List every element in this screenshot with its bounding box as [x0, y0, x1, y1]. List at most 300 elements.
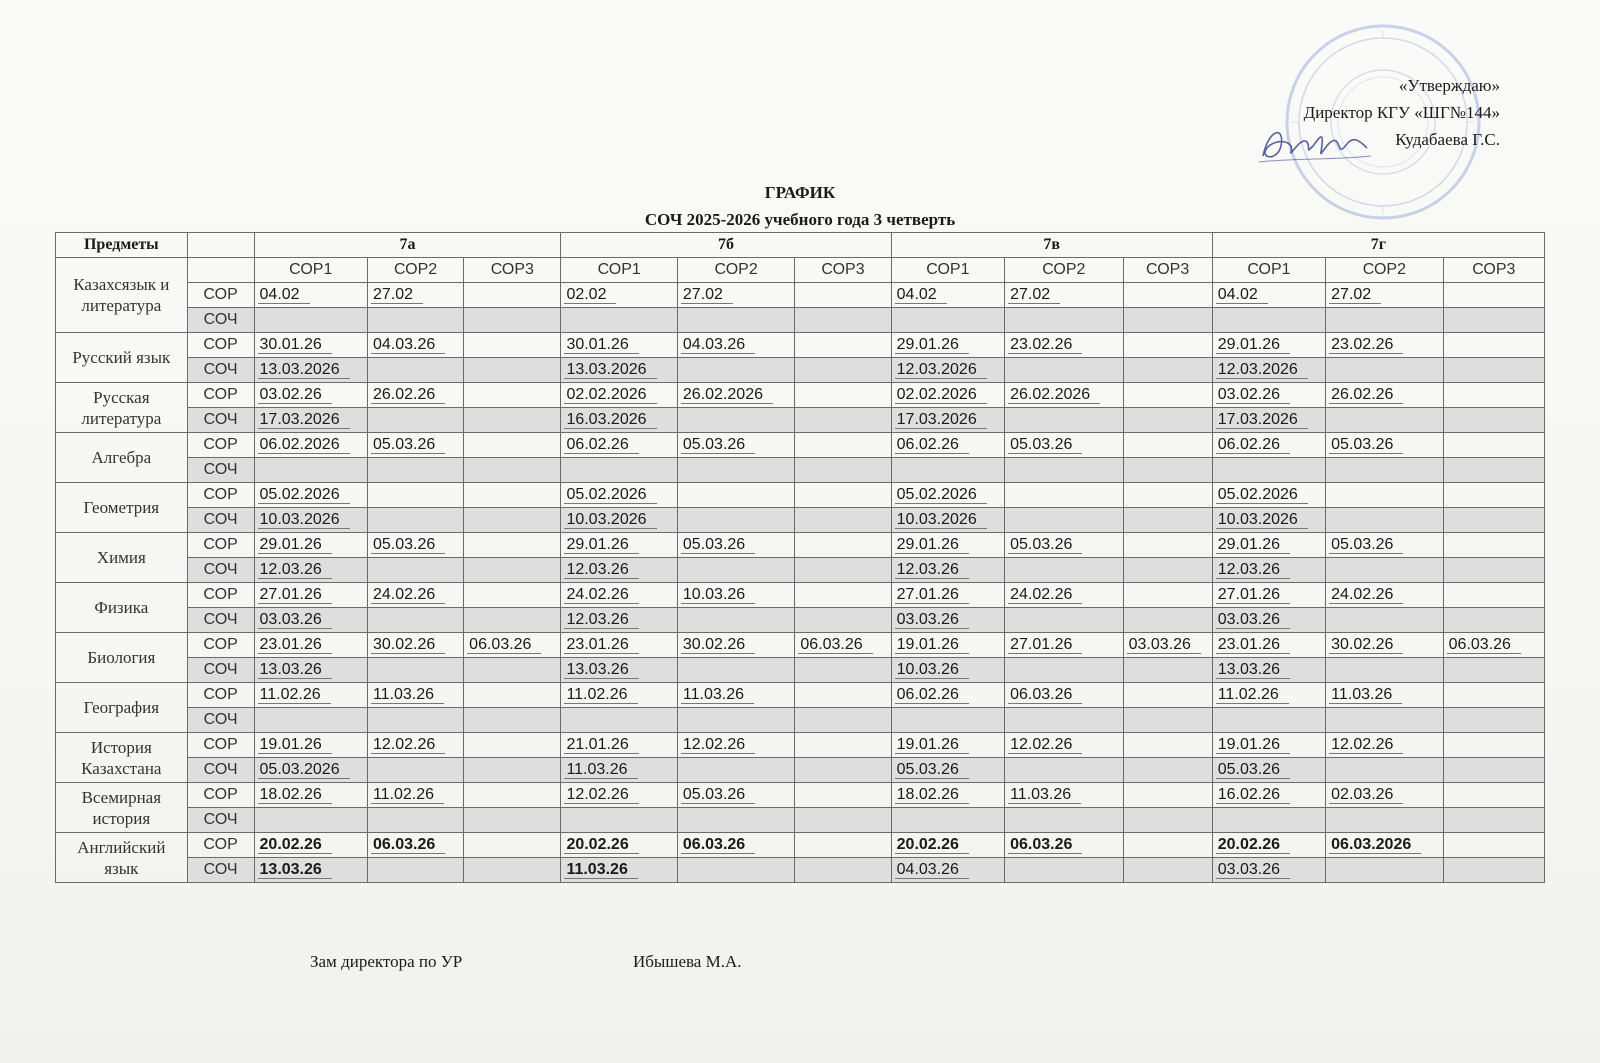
table-cell	[367, 608, 463, 633]
date-value: 20.02.26	[258, 836, 332, 854]
table-cell	[677, 758, 794, 783]
table-cell	[1123, 833, 1212, 858]
table-cell	[1005, 683, 1124, 708]
table-cell	[1005, 608, 1124, 633]
table-cell	[367, 658, 463, 683]
date-value: 10.03.2026	[1216, 511, 1308, 529]
date-value: 03.03.26	[1216, 861, 1290, 879]
table-cell	[795, 858, 891, 883]
table-cell	[367, 333, 463, 358]
table-cell	[561, 783, 677, 808]
header-subcol: СОР3	[1123, 258, 1212, 283]
table-row-soch	[56, 808, 1545, 833]
subject-name: Русская литература	[56, 383, 188, 433]
table-cell	[677, 383, 794, 408]
table-cell	[561, 508, 677, 533]
table-cell	[1443, 333, 1544, 358]
table-row-soch	[56, 858, 1545, 883]
table-cell	[677, 608, 794, 633]
table-row-soch	[56, 558, 1545, 583]
date-value: 04.02	[258, 286, 310, 304]
date-value: 12.03.26	[564, 561, 638, 579]
table-cell	[1212, 858, 1325, 883]
table-row-soch	[56, 708, 1545, 733]
date-value: 27.01.26	[258, 586, 332, 604]
table-cell	[891, 808, 1004, 833]
table-cell	[1326, 708, 1443, 733]
table-cell	[1443, 833, 1544, 858]
table-cell	[367, 583, 463, 608]
table-cell	[1326, 333, 1443, 358]
table-cell	[1326, 408, 1443, 433]
table-cell	[1326, 458, 1443, 483]
table-cell	[1005, 533, 1124, 558]
row-type-sor: СОР	[187, 433, 254, 458]
table-cell	[367, 433, 463, 458]
table-cell	[1326, 308, 1443, 333]
table-cell	[1123, 508, 1212, 533]
table-cell	[254, 483, 367, 508]
table-row-soch	[56, 308, 1545, 333]
date-value: 12.03.26	[1216, 561, 1290, 579]
table-cell	[891, 483, 1004, 508]
date-value: 10.03.2026	[895, 511, 987, 529]
table-cell	[677, 783, 794, 808]
table-cell	[891, 583, 1004, 608]
table-cell	[254, 783, 367, 808]
table-cell	[1005, 633, 1124, 658]
date-value: 17.03.2026	[1216, 411, 1308, 429]
date-value: 05.03.26	[1329, 436, 1403, 454]
row-type-sor: СОР	[187, 333, 254, 358]
date-value: 27.01.26	[1216, 586, 1290, 604]
table-cell	[254, 808, 367, 833]
table-cell	[1212, 758, 1325, 783]
header-subcol: СОР3	[795, 258, 891, 283]
table-cell	[561, 658, 677, 683]
row-type-soch: СОЧ	[187, 608, 254, 633]
table-cell	[561, 683, 677, 708]
table-cell	[367, 833, 463, 858]
date-value: 17.03.2026	[895, 411, 987, 429]
table-cell	[795, 833, 891, 858]
table-cell	[464, 458, 561, 483]
subject-name: Химия	[56, 533, 188, 583]
table-cell	[464, 633, 561, 658]
table-cell	[677, 683, 794, 708]
table-cell	[677, 308, 794, 333]
date-value: 10.03.2026	[258, 511, 350, 529]
table-cell	[1212, 733, 1325, 758]
date-value: 05.02.2026	[258, 486, 350, 504]
date-value: 04.03.26	[895, 861, 969, 879]
date-value: 05.02.2026	[1216, 486, 1308, 504]
table-cell	[795, 683, 891, 708]
table-cell	[1212, 558, 1325, 583]
table-cell	[1005, 508, 1124, 533]
document-title: ГРАФИК	[764, 183, 836, 202]
table-cell	[1326, 608, 1443, 633]
table-row-sor	[56, 783, 1545, 808]
table-cell	[1212, 683, 1325, 708]
subject-name: Всемирная история	[56, 783, 188, 833]
date-value: 06.03.26	[681, 836, 755, 854]
table-cell	[1326, 283, 1443, 308]
header-subcol: СОР3	[1443, 258, 1544, 283]
table-cell	[464, 658, 561, 683]
date-value: 11.03.26	[681, 686, 754, 704]
table-cell	[795, 383, 891, 408]
date-value: 30.02.26	[371, 636, 445, 654]
date-value: 12.03.26	[258, 561, 332, 579]
subject-name: Английский язык	[56, 833, 188, 883]
date-value: 05.03.26	[681, 436, 755, 454]
table-cell	[254, 633, 367, 658]
header-subcol: СОР1	[561, 258, 677, 283]
table-row-sor	[56, 683, 1545, 708]
table-cell	[1443, 583, 1544, 608]
header-type-blank	[187, 258, 254, 283]
date-value: 03.03.26	[895, 611, 969, 629]
table-cell	[1005, 583, 1124, 608]
table-cell	[1443, 433, 1544, 458]
date-value: 12.02.26	[1008, 736, 1082, 754]
table-cell	[1443, 383, 1544, 408]
table-cell	[254, 858, 367, 883]
table-cell	[795, 308, 891, 333]
table-cell	[561, 758, 677, 783]
date-value: 30.02.26	[1329, 636, 1403, 654]
date-value: 06.03.26	[467, 636, 541, 654]
table-cell	[1005, 408, 1124, 433]
table-cell	[1326, 483, 1443, 508]
row-type-soch: СОЧ	[187, 658, 254, 683]
table-cell	[1212, 283, 1325, 308]
header-subcol: СОР1	[254, 258, 367, 283]
table-cell	[1326, 358, 1443, 383]
subject-name: Геометрия	[56, 483, 188, 533]
date-value: 11.03.26	[564, 861, 637, 879]
table-cell	[1005, 458, 1124, 483]
date-value: 12.02.26	[371, 736, 445, 754]
date-value: 27.01.26	[1008, 636, 1082, 654]
table-cell	[891, 858, 1004, 883]
table-cell	[367, 358, 463, 383]
table-cell	[1212, 433, 1325, 458]
date-value: 10.03.26	[895, 661, 969, 679]
date-value: 05.03.26	[1216, 761, 1290, 779]
table-cell	[795, 333, 891, 358]
table-cell	[254, 658, 367, 683]
date-value: 06.02.26	[1216, 436, 1290, 454]
date-value: 12.02.26	[681, 736, 755, 754]
table-cell	[1443, 533, 1544, 558]
table-cell	[1212, 608, 1325, 633]
table-cell	[795, 483, 891, 508]
table-cell	[1123, 858, 1212, 883]
table-cell	[1326, 783, 1443, 808]
date-value: 24.02.26	[1008, 586, 1082, 604]
date-value: 11.03.26	[564, 761, 637, 779]
table-cell	[367, 783, 463, 808]
approval-line-3: Кудабаева Г.С.	[1395, 130, 1500, 149]
table-cell	[1123, 408, 1212, 433]
table-row-soch	[56, 658, 1545, 683]
table-cell	[677, 283, 794, 308]
table-cell	[1123, 308, 1212, 333]
table-row-sor	[56, 733, 1545, 758]
date-value: 13.03.26	[1216, 661, 1290, 679]
table-cell	[561, 858, 677, 883]
table-cell	[561, 633, 677, 658]
table-cell	[677, 708, 794, 733]
table-cell	[1123, 708, 1212, 733]
table-cell	[464, 558, 561, 583]
date-value: 24.02.26	[564, 586, 638, 604]
table-cell	[1005, 708, 1124, 733]
date-value: 06.03.26	[798, 636, 872, 654]
table-cell	[1123, 608, 1212, 633]
table-row-sor	[56, 483, 1545, 508]
date-value: 06.02.2026	[258, 436, 350, 454]
table-cell	[1443, 708, 1544, 733]
table-cell	[891, 408, 1004, 433]
table-cell	[464, 833, 561, 858]
table-cell	[1212, 358, 1325, 383]
table-row-sor	[56, 433, 1545, 458]
header-subcol: СОР3	[464, 258, 561, 283]
table-cell	[1005, 658, 1124, 683]
table-cell	[464, 608, 561, 633]
table-cell	[891, 358, 1004, 383]
schedule-table	[55, 232, 1545, 883]
table-cell	[1123, 358, 1212, 383]
table-cell	[1443, 358, 1544, 383]
subject-name: Физика	[56, 583, 188, 633]
header-class-7b: 7б	[561, 233, 891, 258]
table-cell	[677, 508, 794, 533]
table-cell	[1123, 783, 1212, 808]
row-type-sor: СОР	[187, 583, 254, 608]
table-cell	[464, 758, 561, 783]
date-value: 19.01.26	[1216, 736, 1290, 754]
table-cell	[1123, 283, 1212, 308]
header-class-7a: 7а	[254, 233, 561, 258]
table-cell	[464, 808, 561, 833]
table-cell	[254, 558, 367, 583]
table-cell	[254, 408, 367, 433]
table-cell	[795, 533, 891, 558]
table-cell	[254, 683, 367, 708]
table-cell	[891, 458, 1004, 483]
date-value: 13.03.2026	[258, 361, 350, 379]
table-cell	[561, 383, 677, 408]
subject-name: Алгебра	[56, 433, 188, 483]
table-cell	[1005, 333, 1124, 358]
table-cell	[1123, 333, 1212, 358]
table-cell	[1326, 808, 1443, 833]
table-cell	[367, 383, 463, 408]
table-cell	[1212, 408, 1325, 433]
table-cell	[677, 458, 794, 483]
header-subcol: СОР2	[1005, 258, 1124, 283]
table-cell	[367, 708, 463, 733]
table-cell	[1005, 483, 1124, 508]
table-cell	[1212, 708, 1325, 733]
header-subcol: СОР2	[677, 258, 794, 283]
table-cell	[254, 758, 367, 783]
table-cell	[561, 708, 677, 733]
date-value: 11.02.26	[371, 786, 444, 804]
table-cell	[795, 708, 891, 733]
date-value: 05.03.26	[371, 536, 445, 554]
footer-position: Зам директора по УР	[310, 952, 463, 971]
table-cell	[367, 483, 463, 508]
table-cell	[891, 433, 1004, 458]
table-cell	[254, 308, 367, 333]
footer-name: Ибышева М.А.	[633, 952, 742, 971]
date-value: 16.03.2026	[564, 411, 656, 429]
date-value: 12.02.26	[564, 786, 638, 804]
table-cell	[1443, 483, 1544, 508]
table-cell	[1443, 858, 1544, 883]
table-cell	[1123, 633, 1212, 658]
table-cell	[254, 508, 367, 533]
table-cell	[561, 808, 677, 833]
date-value: 13.03.2026	[564, 361, 656, 379]
table-cell	[561, 558, 677, 583]
date-value: 06.02.26	[564, 436, 638, 454]
date-value: 10.03.2026	[564, 511, 656, 529]
table-cell	[464, 733, 561, 758]
table-cell	[891, 308, 1004, 333]
table-cell	[1005, 433, 1124, 458]
table-row-sor	[56, 583, 1545, 608]
table-cell	[1212, 483, 1325, 508]
table-cell	[1326, 683, 1443, 708]
date-value: 05.03.26	[1329, 536, 1403, 554]
table-cell	[677, 408, 794, 433]
table-cell	[891, 608, 1004, 633]
table-cell	[891, 733, 1004, 758]
row-type-sor: СОР	[187, 383, 254, 408]
table-row-soch	[56, 408, 1545, 433]
date-value: 06.03.26	[1008, 686, 1082, 704]
row-type-sor: СОР	[187, 833, 254, 858]
table-row-sor	[56, 833, 1545, 858]
table-cell	[254, 608, 367, 633]
table-cell	[367, 308, 463, 333]
table-cell	[891, 383, 1004, 408]
subject-name: История Казахстана	[56, 733, 188, 783]
table-cell	[561, 333, 677, 358]
table-cell	[1443, 683, 1544, 708]
table-cell	[1123, 733, 1212, 758]
table-cell	[891, 708, 1004, 733]
table-cell	[254, 733, 367, 758]
date-value: 26.02.2026	[681, 386, 773, 404]
date-value: 03.03.26	[258, 611, 332, 629]
date-value: 05.03.2026	[258, 761, 350, 779]
table-cell	[677, 433, 794, 458]
table-cell	[561, 833, 677, 858]
date-value: 27.02	[1008, 286, 1060, 304]
table-cell	[1005, 383, 1124, 408]
table-cell	[1005, 808, 1124, 833]
table-cell	[891, 758, 1004, 783]
table-cell	[367, 808, 463, 833]
document-subtitle: СОЧ 2025-2026 учебного года 3 четверть	[644, 210, 956, 229]
table-cell	[1443, 558, 1544, 583]
date-value: 12.03.26	[895, 561, 969, 579]
date-value: 04.03.26	[371, 336, 445, 354]
table-cell	[1326, 858, 1443, 883]
approval-line-2: Директор КГУ «ШГ№144»	[1303, 103, 1500, 122]
date-value: 03.02.26	[258, 386, 332, 404]
subject-name: Биология	[56, 633, 188, 683]
row-type-sor: СОР	[187, 533, 254, 558]
table-cell	[254, 433, 367, 458]
date-value: 05.03.26	[681, 536, 755, 554]
date-value: 03.02.26	[1216, 386, 1290, 404]
table-cell	[1212, 383, 1325, 408]
header-type-blank	[187, 233, 254, 258]
date-value: 30.01.26	[564, 336, 638, 354]
table-cell	[561, 608, 677, 633]
table-cell	[1443, 758, 1544, 783]
table-cell	[1123, 808, 1212, 833]
table-cell	[795, 583, 891, 608]
table-row-soch	[56, 608, 1545, 633]
table-cell	[561, 308, 677, 333]
header-subcol: СОР1	[1212, 258, 1325, 283]
date-value: 04.02	[1216, 286, 1268, 304]
director-signature	[1255, 118, 1375, 168]
table-cell	[1443, 308, 1544, 333]
date-value: 12.02.26	[1329, 736, 1403, 754]
table-cell	[1326, 583, 1443, 608]
table-cell	[561, 583, 677, 608]
header-subcol: СОР2	[1326, 258, 1443, 283]
table-cell	[1005, 858, 1124, 883]
table-cell	[367, 408, 463, 433]
date-value: 11.02.26	[1216, 686, 1289, 704]
table-row-soch	[56, 758, 1545, 783]
table-row-soch	[56, 508, 1545, 533]
date-value: 03.03.26	[1127, 636, 1201, 654]
table-cell	[1005, 308, 1124, 333]
date-value: 03.03.26	[1216, 611, 1290, 629]
header-subcol: СОР2	[367, 258, 463, 283]
row-type-sor: СОР	[187, 733, 254, 758]
row-type-soch: СОЧ	[187, 708, 254, 733]
table-cell	[464, 383, 561, 408]
date-value: 27.01.26	[895, 586, 969, 604]
table-cell	[464, 683, 561, 708]
date-value: 12.03.2026	[1216, 361, 1308, 379]
table-cell	[1123, 533, 1212, 558]
table-cell	[677, 633, 794, 658]
date-value: 20.02.26	[895, 836, 969, 854]
table-cell	[1123, 683, 1212, 708]
row-type-soch: СОЧ	[187, 458, 254, 483]
table-cell	[1212, 783, 1325, 808]
row-type-soch: СОЧ	[187, 808, 254, 833]
date-value: 11.02.26	[564, 686, 637, 704]
date-value: 04.02	[895, 286, 947, 304]
table-cell	[795, 558, 891, 583]
schedule-body	[56, 258, 1545, 883]
